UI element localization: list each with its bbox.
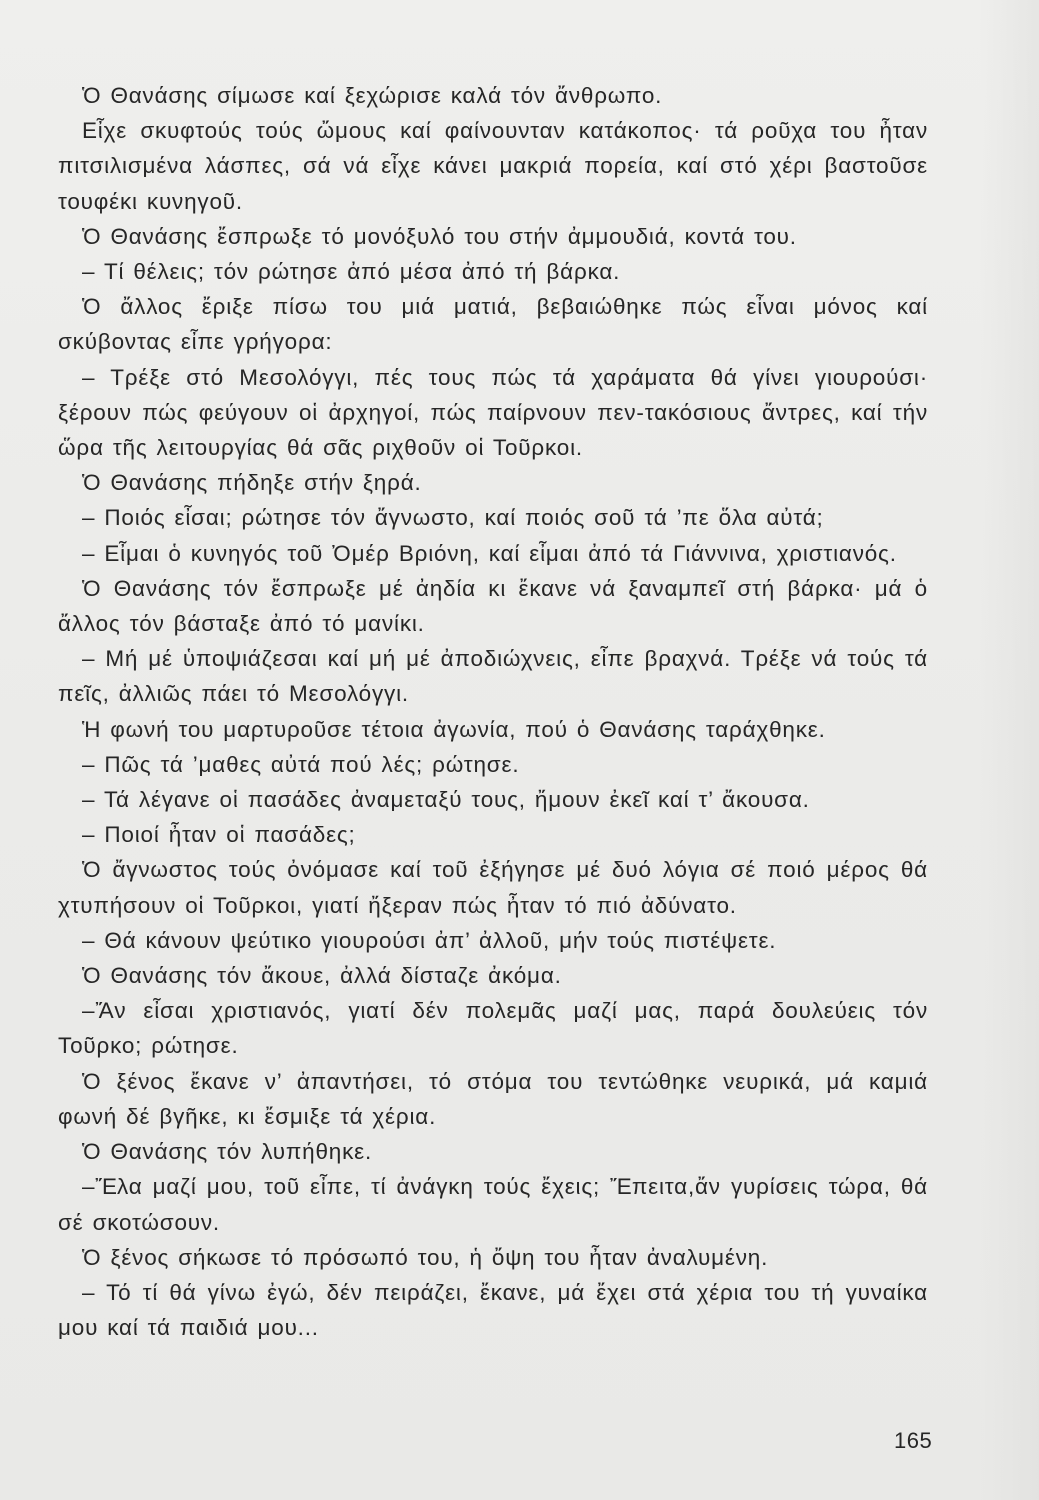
dialogue-line: – Εἶμαι ὁ κυνηγός τοῦ Ὀμέρ Βριόνη, καί εἶμαι ἀπό τά Γιάννινα, χριστιανός. bbox=[82, 540, 897, 566]
paragraph: Ὁ Θανάσης τόν ἔσπρωξε μέ ἀηδία κι ἔκανε νά ξαναμπεῖ στή βάρκα· μά ὁ ἄλλος τόν βάσταξε ἀπό τό μανίκι. bbox=[58, 575, 928, 637]
paragraph: Ὁ Θανάσης ἔσπρωξε τό μονόξυλό του στήν ἀμμουδιά, κοντά του. bbox=[82, 223, 797, 249]
dialogue-line: – Τρέξε στό Μεσολόγγι, πές τους πώς τά χαράματα θά γίνει γιουρούσι· ξέρουν πώς φεύγουν οἱ ἀρχηγοί, πώς παίρνουν πεν-τακόσιους ἄντρες, καί τήν ὥρα τῆς λειτουργίας θά σᾶς ριχθοῦν οἱ Τοῦρκοι. bbox=[58, 364, 928, 461]
paragraph: Ὁ ἄγνωστος τούς ὀνόμασε καί τοῦ ἐξήγησε μέ δυό λόγια σέ ποιό μέρος θά χτυπήσουν οἱ Τοῦρκοι, γιατί ἤξεραν πώς ἦταν τό πιό ἀδύνατο. bbox=[58, 857, 928, 918]
paragraph: Ἡ φωνή του μαρτυροῦσε τέτοια ἀγωνία, πού ὁ Θανάσης ταράχθηκε. bbox=[82, 716, 826, 742]
dialogue-line: – Ποιοί ἦταν οἱ πασάδες; bbox=[82, 822, 356, 848]
page-number: 165 bbox=[894, 1428, 933, 1453]
dialogue-line: –Ἔλα μαζί μου, τοῦ εἶπε, τί ἀνάγκη τούς ἔχεις; Ἔπειτα,ἄν γυρίσεις τώρα, θά σέ σκοτώσουν. bbox=[58, 1174, 928, 1235]
body-text bbox=[58, 78, 928, 1345]
dialogue-line: – Τά λέγανε οἱ πασάδες ἀναμεταξύ τους, ἤμουν ἐκεῖ καί τ’ ἄκουσα. bbox=[82, 787, 810, 813]
paragraph: Ὁ Θανάσης πήδηξε στήν ξηρά. bbox=[82, 470, 422, 496]
paragraph: Ὁ ἄλλος ἔριξε πίσω του μιά ματιά, βεβαιώθηκε πώς εἶναι μόνος καί σκύβοντας εἶπε γρήγορα: bbox=[58, 294, 928, 355]
paragraph: Ὁ Θανάσης σίμωσε καί ξεχώρισε καλά τόν ἄνθρωπο. bbox=[82, 83, 663, 108]
paragraph: Ὁ ξένος ἔκανε ν’ ἀπαντήσει, τό στόμα του τεντώθηκε νευρικά, μά καμιά φωνή δέ βγῆκε, κι ἔσμιξε τά χέρια. bbox=[58, 1068, 928, 1129]
page-edge-shadow bbox=[979, 0, 1039, 1500]
paragraph: Εἶχε σκυφτούς τούς ὤμους καί φαίνουνταν κατάκοπος· τά ροῦχα του ἦταν πιτσιλισμένα λάσπες, σά νά εἶχε κάνει μακριά πορεία, καί στό χέρι βαστοῦσε τουφέκι κυνηγοῦ. bbox=[58, 118, 928, 214]
dialogue-line: – Θά κάνουν ψεύτικο γιουρούσι ἀπ’ ἀλλοῦ, μήν τούς πιστέψετε. bbox=[82, 927, 777, 953]
dialogue-line: – Πῶς τά ’μαθες αὐτά πού λές; ρώτησε. bbox=[82, 751, 520, 777]
dialogue-line: – Τό τί θά γίνω ἐγώ, δέν πειράζει, ἔκανε, μά ἔχει στά χέρια του τή γυναίκα μου καί τά παιδιά μου... bbox=[58, 1279, 928, 1341]
paragraph: Ὁ Θανάσης τόν ἄκουε, ἀλλά δίσταζε ἀκόμα. bbox=[82, 963, 562, 989]
dialogue-line: –Ἄν εἶσαι χριστιανός, γιατί δέν πολεμᾶς μαζί μας, παρά δουλεύεις τόν Τοῦρκο; ρώτησε. bbox=[58, 998, 928, 1059]
dialogue-line: – Ποιός εἶσαι; ρώτησε τόν ἄγνωστο, καί ποιός σοῦ τά ’πε ὅλα αὐτά; bbox=[82, 505, 824, 531]
dialogue-line: – Τί θέλεις; τόν ρώτησε ἀπό μέσα ἀπό τή βάρκα. bbox=[82, 259, 621, 285]
dialogue-line: – Μή μέ ὑποψιάζεσαι καί μή μέ ἀποδιώχνεις, εἶπε βραχνά. Τρέξε νά τούς τά πεῖς, ἀλλιῶς πάει τό Μεσολόγγι. bbox=[58, 646, 928, 707]
paragraph: Ὁ ξένος σήκωσε τό πρόσωπό του, ἡ ὄψη του ἦταν ἀναλυμένη. bbox=[82, 1244, 769, 1270]
paragraph: Ὁ Θανάσης τόν λυπήθηκε. bbox=[82, 1139, 373, 1165]
